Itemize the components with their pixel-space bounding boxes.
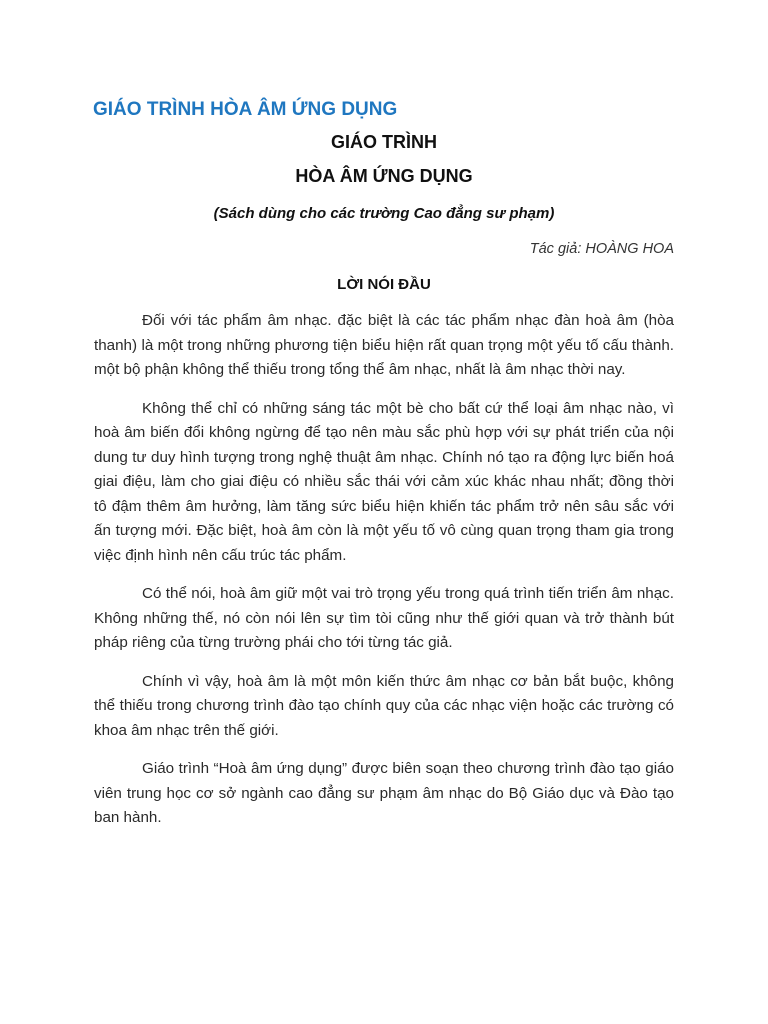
preface-title: LỜI NÓI ĐẦU: [337, 276, 431, 293]
paragraph-5: Giáo trình “Hoà âm ứng dụng” được biên soạn theo chương trình đào tạo giáo viên trung học cơ sở ngành cao đẳng sư phạm âm nhạc do Bộ Giáo dục và Đào tạo ban hành.: [94, 760, 674, 826]
paragraph-4: Chính vì vậy, hoà âm là một môn kiến thức âm nhạc cơ bản bắt buộc, không thể thiếu trong chương trình đào tạo chính quy của các nhạc viện hoặc các trường có khoa âm nhạc trên thế giới.: [94, 672, 674, 739]
paragraph-2: Không thể chỉ có những sáng tác một bè cho bất cứ thể loại âm nhạc nào, vì hoà âm biến đổi không ngừng để tạo nên màu sắc phù hợp với sự phát triển của nội dung tư duy hình tượng trong nghệ thuật âm nhạc. Chính nó tạo ra động lực biến hoá giai điệu, làm cho giai điệu có nhiều sắc thái với cảm xúc khác nhau nhất; đồng thời tô đậm thêm âm hưởng, làm tăng sức biểu hiện khiến tác phẩm trở nên sâu sắc với ấn tượng mới. Đặc biệt, hoà âm còn là một yếu tố vô cùng quan trọng tham gia trong việc định hình nên cấu trúc tác phẩm.: [94, 399, 674, 564]
running-heading: GIÁO TRÌNH HÒA ÂM ỨNG DỤNG: [93, 99, 398, 120]
title-line-2: HÒA ÂM ỨNG DỤNG: [295, 166, 473, 186]
title-line-1: GIÁO TRÌNH: [331, 132, 437, 152]
paragraph-1: Đối với tác phẩm âm nhạc. đặc biệt là các tác phẩm nhạc đàn hoà âm (hòa thanh) là một trong những phương tiện biểu hiện rất quan trọng một yếu tố cấu thành. một bộ phận không thể thiếu trong tổng thể âm nhạc, nhất là âm nhạc thời nay.: [94, 312, 674, 378]
preface-body: [94, 309, 674, 845]
paragraph-3: Có thể nói, hoà âm giữ một vai trò trọng yếu trong quá trình tiến triển âm nhạc. Không những thế, nó còn nói lên sự tìm tòi cũng như thế giới quan và trở thành bút pháp riêng của từng trường phái cho tới từng tác giả.: [94, 585, 674, 651]
subtitle: (Sách dùng cho các trường Cao đẳng sư phạm): [213, 205, 555, 222]
author-line: Tác giả: HOÀNG HOA: [529, 241, 674, 257]
